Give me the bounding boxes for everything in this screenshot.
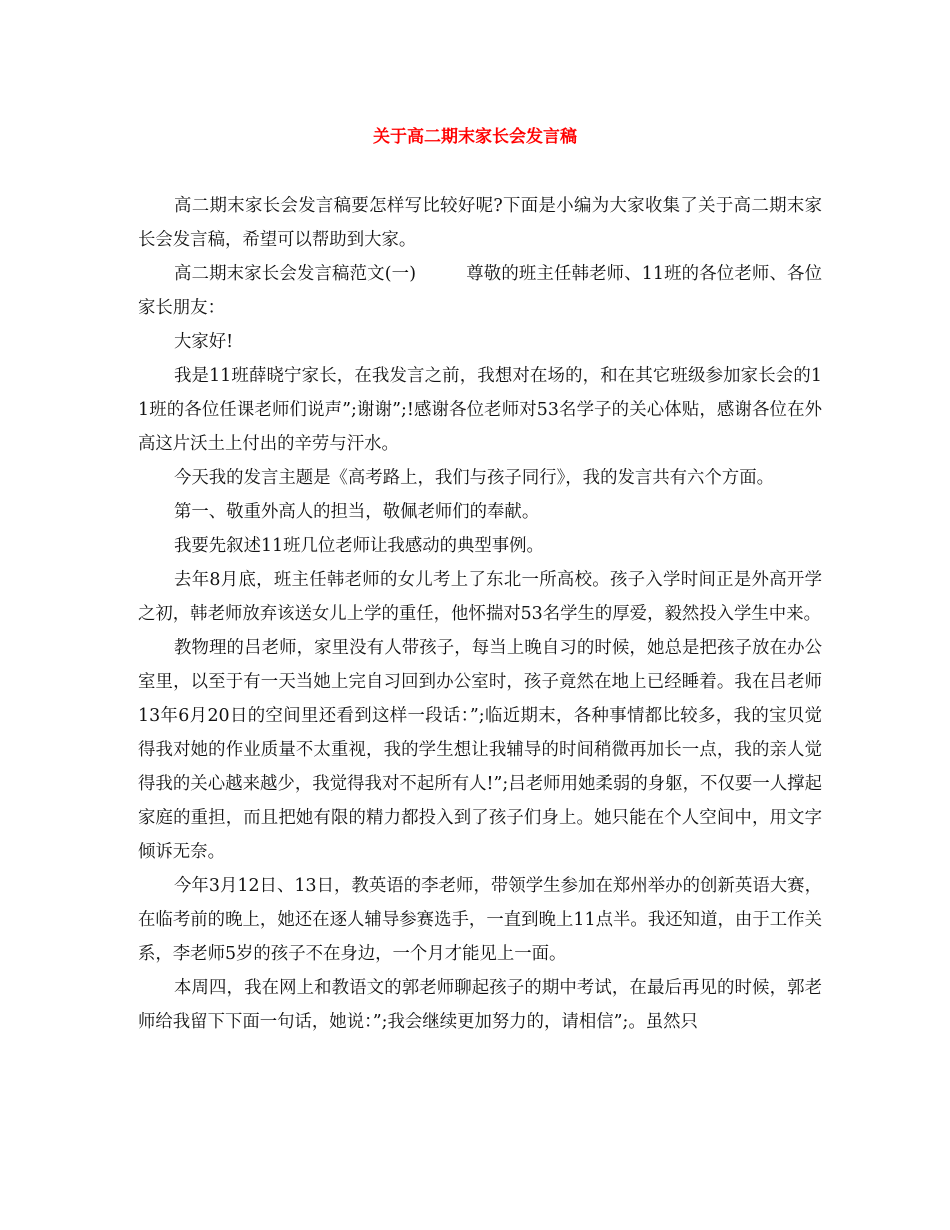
paragraph-examples-intro: 我要先叙述11班几位老师让我感动的典型事例。 xyxy=(174,536,544,556)
paragraph-self-introduction: 我是11班薛晓宁家长，在我发言之前，我想对在场的，和在其它班级参加家长会的11班的各位任课老师们说声”;谢谢”;!感谢各位老师对53名学子的关心体贴，感谢各位在外高这片沃土上付出的辛劳与汗水。 xyxy=(138,366,822,454)
document-title: 关于高二期末家长会发言稿 xyxy=(373,127,577,147)
paragraph-sample-heading xyxy=(138,257,822,325)
paragraph-teacher-han: 去年8月底，班主任韩老师的女儿考上了东北一所高校。孩子入学时间正是外高开学之初，韩老师放弃该送女儿上学的重任，他怀揣对53名学生的厚爱，毅然投入学生中来。 xyxy=(138,570,822,624)
document-body xyxy=(138,189,822,1039)
paragraph-point-one: 第一、敬重外高人的担当，敬佩老师们的奉献。 xyxy=(174,502,540,522)
paragraph-theme: 今天我的发言主题是《高考路上，我们与孩子同行》，我的发言共有六个方面。 xyxy=(174,468,774,488)
paragraph-teacher-guo: 本周四，我在网上和教语文的郭老师聊起孩子的期中考试，在最后再见的时候，郭老师给我留下下面一句话，她说：”;我会继续更加努力的，请相信”;。虽然只 xyxy=(138,978,822,1032)
paragraph-intro: 高二期末家长会发言稿要怎样写比较好呢?下面是小编为大家收集了关于高二期末家长会发言稿，希望可以帮助到大家。 xyxy=(138,196,822,250)
salutation-text: 尊敬的班主任韩老师、11班的各位老师、各位家长朋友： xyxy=(138,264,822,318)
paragraph-greeting: 大家好! xyxy=(174,332,234,352)
sample-heading-label: 高二期末家长会发言稿范文(一) xyxy=(174,264,417,284)
paragraph-teacher-lv: 教物理的吕老师，家里没有人带孩子，每当上晚自习的时候，她总是把孩子放在办公室里，以至于有一天当她上完自习回到办公室时，孩子竟然在地上已经睡着。我在吕老师13年6月20日的空间里还看到这样一段话：”;临近期末，各种事情都比较多，我的宝贝觉得我对她的作业质量不太重视，我的学生想让我辅导的时间稍微再加长一点，我的亲人觉得我的关心越来越少，我觉得我对不起所有人!”;吕老师用她柔弱的身躯，不仅要一人撑起家庭的重担，而且把她有限的精力都投入到了孩子们身上。她只能在个人空间中，用文字倾诉无奈。 xyxy=(138,638,822,862)
paragraph-teacher-li: 今年3月12日、13日，教英语的李老师，带领学生参加在郑州举办的创新英语大赛，在临考前的晚上，她还在逐人辅导参赛选手，一直到晚上11点半。我还知道，由于工作关系，李老师5岁的孩子不在身边，一个月才能见上一面。 xyxy=(138,876,822,964)
